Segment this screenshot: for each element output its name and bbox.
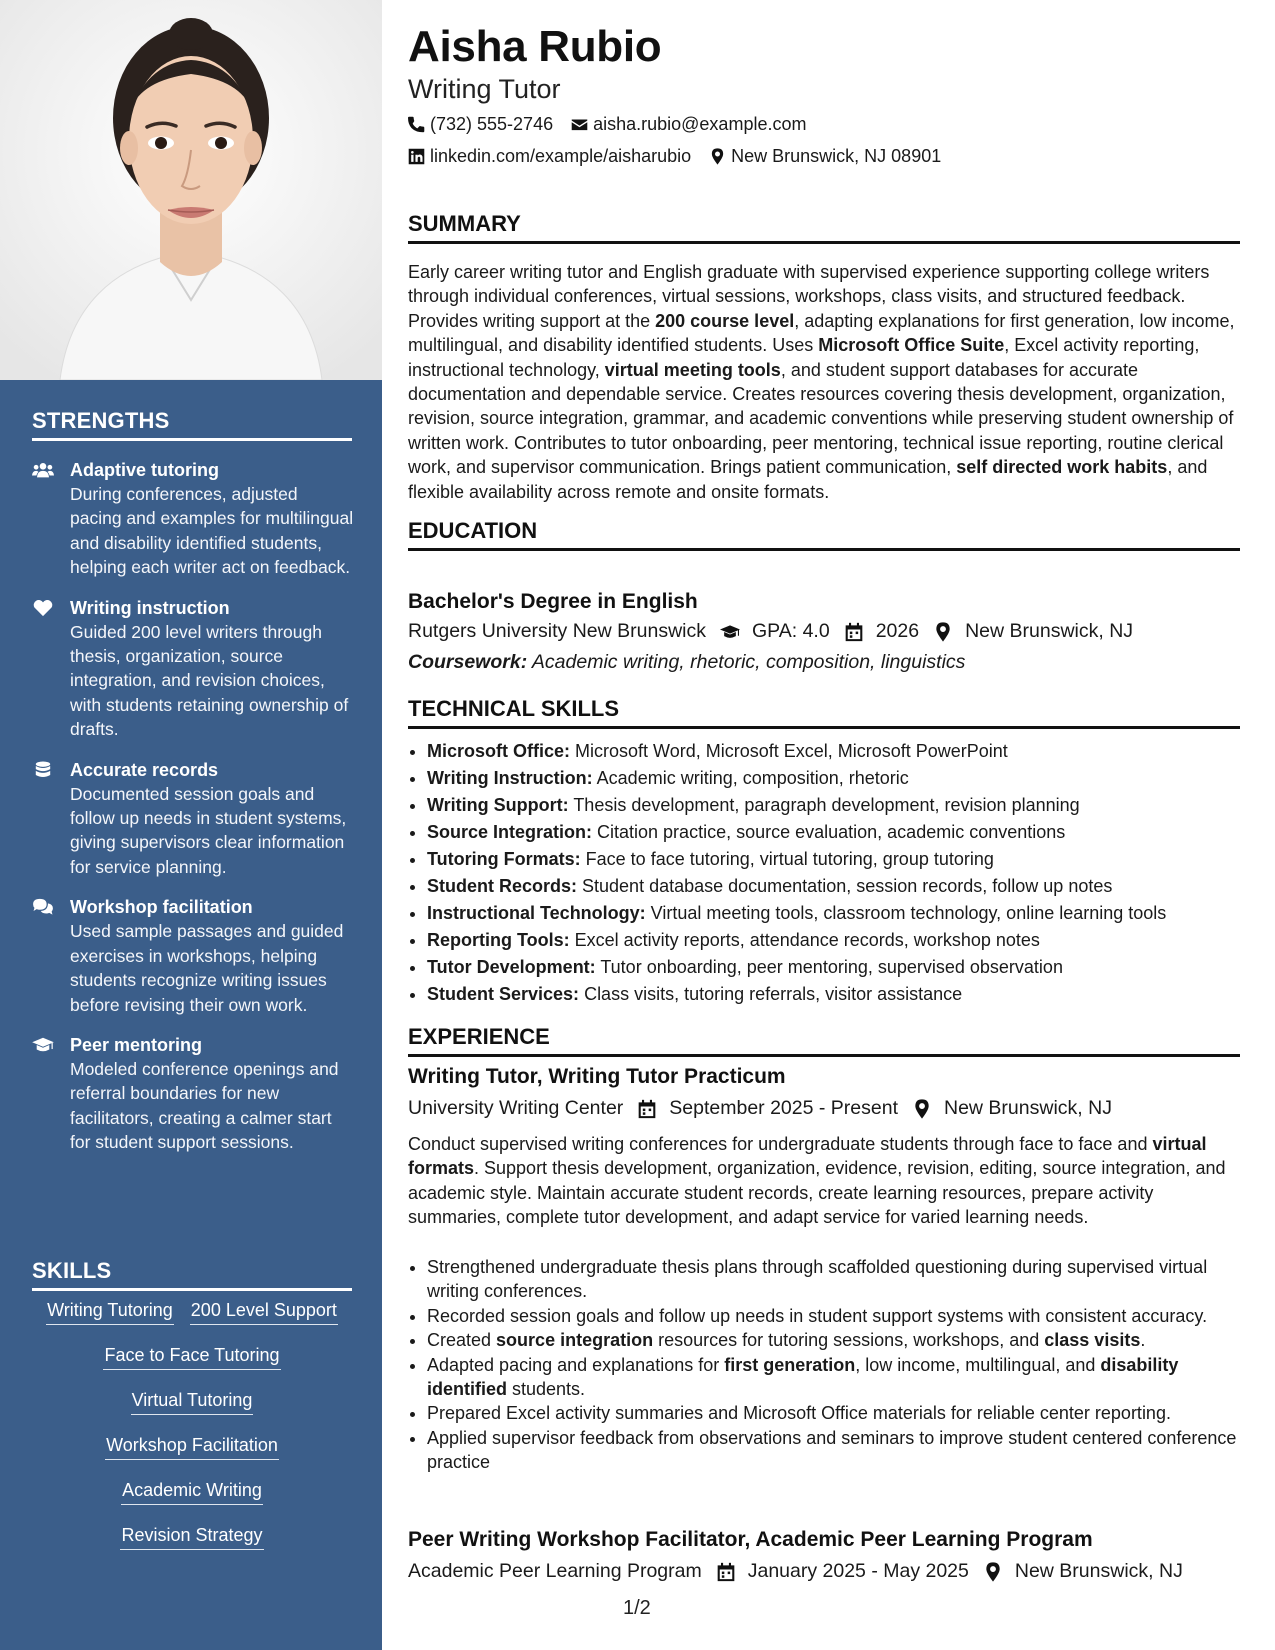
- job-bullet: [427, 1304, 1259, 1328]
- strength-item: [32, 596, 354, 742]
- text-run: . Support thesis development, organization, evidence, revision, editing, source integration, and academic style. Maintain accurate student records, create learning resources, prepare activity summaries, complete tutor development, and adapt service for varied learning needs.: [408, 1158, 1226, 1228]
- strength-title: Writing instruction: [70, 597, 230, 618]
- job-bullet: [427, 1353, 1259, 1402]
- job-title: Peer Writing Workshop Facilitator, Academic Peer Learning Program: [408, 1528, 1093, 1551]
- text-run: , low income, multilingual, and: [855, 1354, 1101, 1375]
- strength-title: Peer mentoring: [70, 1034, 203, 1055]
- skill-values: Thesis development, paragraph development, revision planning: [568, 795, 1080, 815]
- emphasis-text: disability identified: [427, 1354, 1179, 1400]
- heart-icon: [32, 596, 70, 742]
- graduation-cap-icon: [720, 622, 740, 642]
- skill-tag: Writing Tutoring: [46, 1298, 174, 1325]
- skill-values: Virtual meeting tools, classroom technology, online learning tools: [645, 903, 1167, 923]
- strength-title: Accurate records: [70, 759, 219, 780]
- profile-photo: [0, 0, 382, 380]
- text-run: Applied supervisor feedback from observations and seminars to improve student centered conference practice: [427, 1427, 1237, 1473]
- map-marker-icon: [983, 1562, 1003, 1582]
- employer-name: University Writing Center: [408, 1097, 624, 1119]
- job-bullet: [427, 1255, 1259, 1304]
- text-run: resources for tutoring sessions, workshops, and: [653, 1330, 1045, 1351]
- emphasis-text: class visits: [1044, 1330, 1141, 1351]
- skill-values: Excel activity reports, attendance records, workshop notes: [569, 930, 1040, 950]
- technical-skill-item: [427, 792, 1259, 819]
- job-bullets: [408, 1255, 1259, 1475]
- database-icon: [32, 758, 70, 880]
- strength-item: [32, 458, 354, 580]
- strength-description: Modeled conference openings and referral boundaries for new facilitators, creating a calmer start for student support sessions.: [70, 1058, 339, 1153]
- text-run: students.: [507, 1379, 586, 1400]
- technical-skill-item: [427, 900, 1259, 927]
- education-meta: [408, 620, 1147, 643]
- school-location: New Brunswick, NJ: [965, 620, 1134, 642]
- calendar-icon: [716, 1562, 736, 1582]
- skill-values: Tutor onboarding, peer mentoring, supervised observation: [595, 957, 1063, 977]
- job-bullet: [427, 1401, 1259, 1425]
- skill-tag: Academic Writing: [121, 1478, 263, 1505]
- text-run: .: [1140, 1330, 1146, 1351]
- linkedin-url: linkedin.com/example/aisharubio: [430, 146, 692, 166]
- skill-values: Face to face tutoring, virtual tutoring, group tutoring: [580, 849, 994, 869]
- technical-skills-list: [408, 738, 1259, 1008]
- technical-skill-item: [427, 738, 1259, 765]
- experience-heading: EXPERIENCE: [408, 1024, 1240, 1057]
- technical-skill-item: [427, 846, 1259, 873]
- skill-values: Academic writing, composition, rhetoric: [592, 768, 909, 788]
- text-run: Conduct supervised writing conferences for undergraduate students through face to face and: [408, 1134, 1153, 1154]
- phone-number: (732) 555-2746: [430, 114, 554, 134]
- page-number: 1/2: [623, 1597, 651, 1619]
- email-address: aisha.rubio@example.com: [593, 114, 807, 134]
- text-run: , and student support databases for accurate documentation and dependable service. Creates resources covering thesis development, organization, revision, source integration, grammar, and academic conventions while preserving student ownership of written work. Contributes to tutor onboarding, peer mentoring, technical issue reporting, routine clerical work, and supervisor communication. Brings patient communication,: [408, 359, 1234, 478]
- strengths-list: [32, 458, 354, 1171]
- technical-skill-item: [427, 954, 1259, 981]
- job-description: [408, 1132, 1240, 1230]
- job-bullet: [427, 1328, 1259, 1352]
- strength-item: [32, 895, 354, 1017]
- coursework-list: Academic writing, rhetoric, composition, linguistics: [531, 651, 966, 673]
- envelope-icon: [571, 116, 588, 133]
- sidebar: [0, 0, 382, 1650]
- emphasis-text: virtual formats: [408, 1134, 1207, 1179]
- calendar-icon: [844, 622, 864, 642]
- calendar-icon: [637, 1099, 657, 1119]
- skill-category: Instructional Technology:: [427, 903, 646, 923]
- users-icon: [32, 458, 70, 580]
- map-marker-icon: [933, 622, 953, 642]
- job-dates: January 2025 - May 2025: [747, 1560, 969, 1582]
- technical-skill-item: [427, 873, 1259, 900]
- skill-category: Microsoft Office:: [427, 741, 571, 761]
- skill-category: Writing Support:: [427, 795, 569, 815]
- contact-row: [408, 114, 824, 135]
- skill-values: Microsoft Word, Microsoft Excel, Microsoft PowerPoint: [570, 741, 1008, 761]
- skill-category: Tutoring Formats:: [427, 849, 581, 869]
- summary-text: [408, 260, 1240, 504]
- skill-tag: Face to Face Tutoring: [103, 1343, 280, 1370]
- text-run: Early career writing tutor and English graduate with supervised experience supporting college writers through individual conferences, virtual sessions, workshops, class visits, and structured feedback. Provides writing support at the: [408, 262, 1210, 331]
- strengths-heading: STRENGTHS: [32, 408, 352, 441]
- skill-tag: Revision Strategy: [120, 1523, 263, 1550]
- emphasis-text: source integration: [496, 1330, 654, 1351]
- job-location: New Brunswick, NJ: [944, 1097, 1112, 1119]
- graduation-cap-icon: [32, 1033, 70, 1155]
- emphasis-text: Microsoft Office Suite: [818, 335, 1005, 356]
- skills-heading: SKILLS: [32, 1258, 352, 1291]
- phone-icon: [408, 116, 425, 133]
- technical-skill-item: [427, 819, 1259, 846]
- skill-category: Source Integration:: [427, 822, 593, 842]
- skill-tag: 200 Level Support: [190, 1298, 338, 1325]
- emphasis-text: self directed work habits: [956, 457, 1168, 478]
- job-location: New Brunswick, NJ: [1014, 1560, 1183, 1582]
- contact-row: [408, 146, 959, 167]
- emphasis-text: first generation: [724, 1354, 856, 1375]
- text-run: , adapting explanations for first generation, low income, multilingual, and disability identified students. Uses: [408, 310, 1235, 356]
- map-marker-icon: [912, 1099, 932, 1119]
- comments-icon: [32, 895, 70, 1017]
- strength-description: Used sample passages and guided exercises in workshops, helping students recognize writing issues before revising their own work.: [70, 921, 344, 1015]
- text-run: , and flexible availability across remote and onsite formats.: [408, 457, 1208, 502]
- skill-category: Student Records:: [427, 876, 578, 896]
- job-title: Writing Tutor, Writing Tutor Practicum: [408, 1065, 786, 1088]
- degree-title: Bachelor's Degree in English: [408, 590, 698, 613]
- text-run: , Excel activity reporting, instructional technology,: [408, 335, 1200, 380]
- school-name: Rutgers University New Brunswick: [408, 620, 706, 642]
- job-meta: [408, 1097, 1126, 1120]
- gpa: GPA: 4.0: [752, 620, 830, 642]
- strength-title: Adaptive tutoring: [70, 460, 219, 480]
- strength-description: Guided 200 level writers through thesis, organization, source integration, and revision choices, with students retaining ownership of drafts.: [70, 621, 349, 740]
- job-meta: [408, 1560, 1197, 1583]
- coursework: [408, 651, 965, 674]
- skill-values: Student database documentation, session records, follow up notes: [577, 876, 1113, 896]
- emphasis-text: virtual meeting tools: [604, 359, 781, 380]
- candidate-role: Writing Tutor: [408, 74, 561, 104]
- skill-tag: Workshop Facilitation: [105, 1433, 279, 1460]
- text-run: Recorded session goals and follow up needs in student support systems with consistent accuracy.: [427, 1305, 1208, 1326]
- strength-description: Documented session goals and follow up needs in student systems, giving supervisors clear information for service planning.: [70, 783, 347, 877]
- job-bullet: [427, 1426, 1259, 1475]
- education-heading: EDUCATION: [408, 518, 1240, 551]
- job-dates: September 2025 - Present: [669, 1097, 898, 1119]
- skills-list: [32, 1298, 352, 1568]
- strength-item: [32, 758, 354, 880]
- technical-skill-item: [427, 981, 1259, 1008]
- candidate-name: Aisha Rubio: [408, 22, 662, 71]
- text-run: Prepared Excel activity summaries and Microsoft Office materials for reliable center reporting.: [427, 1403, 1171, 1424]
- skill-category: Tutor Development:: [427, 957, 596, 977]
- skill-category: Student Services:: [427, 984, 580, 1004]
- text-run: Adapted pacing and explanations for: [427, 1354, 725, 1375]
- linkedin-icon: [408, 148, 425, 165]
- technical-skill-item: [427, 765, 1259, 792]
- skill-values: Class visits, tutoring referrals, visitor assistance: [579, 984, 963, 1004]
- text-run: Created: [427, 1330, 497, 1351]
- coursework-label: Coursework:: [408, 651, 528, 673]
- technical-skills-heading: TECHNICAL SKILLS: [408, 696, 1240, 729]
- text-run: Strengthened undergraduate thesis plans through scaffolded questioning during supervised virtual writing conferences.: [427, 1257, 1208, 1302]
- technical-skill-item: [427, 927, 1259, 954]
- skill-tag: Virtual Tutoring: [131, 1388, 254, 1415]
- emphasis-text: 200 course level: [655, 310, 795, 331]
- map-marker-icon: [709, 148, 726, 165]
- address: New Brunswick, NJ 08901: [731, 146, 942, 166]
- graduation-year: 2026: [875, 620, 920, 642]
- summary-heading: SUMMARY: [408, 211, 1240, 244]
- skill-category: Reporting Tools:: [427, 930, 570, 950]
- skill-values: Citation practice, source evaluation, academic conventions: [592, 822, 1066, 842]
- employer-name: Academic Peer Learning Program: [408, 1560, 702, 1582]
- strength-title: Workshop facilitation: [70, 897, 253, 918]
- skill-category: Writing Instruction:: [427, 768, 593, 788]
- strength-description: During conferences, adjusted pacing and examples for multilingual and disability identified students, helping each writer act on feedback.: [70, 484, 354, 578]
- strength-item: [32, 1033, 354, 1155]
